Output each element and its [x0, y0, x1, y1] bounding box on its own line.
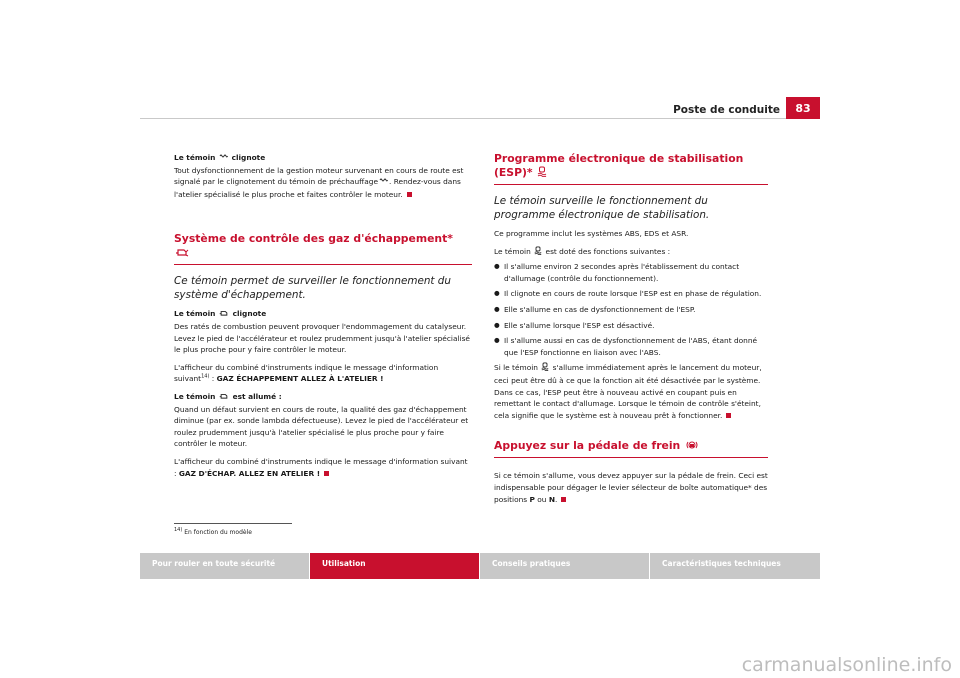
footnote-mark: 14): [174, 527, 183, 533]
lead-text: clignote: [231, 153, 266, 162]
lead-text: Le témoin: [174, 153, 216, 162]
gear-position: P: [529, 494, 535, 504]
heading-text: Appuyez sur la pédale de frein: [494, 439, 681, 453]
body-text: Quand un défaut survient en cours de route, la qualité des gaz d'échappement diminue (par ex. sonde lambda défectueuse). Levez le pied de l'accélérateur et roulez prudemment jusqu'à l'atelier spécialisé le plus proche pour y faire contrôler le moteur.: [174, 404, 469, 449]
exhaust-check-icon: [219, 392, 229, 404]
separator: :: [209, 374, 217, 384]
lead-text: clignote: [232, 309, 267, 319]
body-text: Si le témoin: [494, 363, 538, 373]
exhaust-check-icon: [219, 309, 229, 321]
footnote-text: En fonction du modèle: [184, 529, 252, 536]
body-text: Tout dysfonctionnement de la gestion moteur survenant en cours de route est signalé par le clignotement du témoin de préchauffage: [174, 165, 464, 187]
exhaust-section-heading: [174, 232, 472, 265]
tab-utilisation[interactable]: Utilisation: [310, 553, 479, 579]
list-item: ● Elle s'allume lorsque l'ESP est désactivé.: [494, 320, 768, 332]
body-text: L'afficheur du combiné d'instruments indique le message d'information suivant: [174, 362, 439, 384]
gear-position: N: [548, 494, 555, 504]
esp-icon: [537, 166, 547, 181]
tab-practical-tips[interactable]: Conseils pratiques: [480, 553, 649, 579]
body-text: . Rendez-vous dans l'atelier spécialisé le plus proche et faites contrôler le moteur.: [174, 177, 461, 199]
heading-text: Programme électronique de stabilisation (ESP)*: [494, 152, 744, 179]
esp-functions-intro: [494, 246, 768, 259]
page-header-title: Poste de conduite: [673, 104, 780, 116]
end-mark: [726, 413, 731, 418]
display-message: GAZ ÉCHAPPEMENT ALLEZ À L'ATELIER !: [216, 374, 384, 384]
body-text: Des ratés de combustion peuvent provoquer l'endommagement du catalyseur. Levez le pied de l'accélérateur et roulez prudemment jusqu'à l'atelier spécialisé le plus proche pour y faire contrôler le moteur.: [174, 321, 470, 355]
body-text: L'afficheur du combiné d'instruments indique le message d'information suivant :: [174, 456, 468, 478]
esp-section-heading: [494, 152, 768, 185]
exhaust-flash-lead: [174, 308, 472, 321]
exhaust-lit-lead: [174, 391, 472, 404]
body-text: Le témoin: [494, 246, 531, 256]
list-item: ● Il clignote en cours de route lorsque l'ESP est en phase de régulation.: [494, 288, 768, 300]
exhaust-message2-paragraph: [174, 456, 472, 479]
list-item: ● Elle s'allume en cas de dysfonctionnement de l'ESP.: [494, 304, 768, 316]
glow-plug-icon: [379, 177, 388, 189]
body-text: est doté des fonctions suivantes :: [545, 246, 671, 256]
body-text: .: [555, 494, 558, 504]
brake-paragraph: [494, 470, 768, 505]
list-item: ● Il s'allume aussi en cas de dysfonctionnement de l'ABS, étant donné que l'ESP fonctionne en liaison avec l'ABS.: [494, 335, 768, 358]
esp-subtitle: Le témoin surveille le fonctionnement du programme électronique de stabilisation.: [494, 195, 710, 221]
lead-text: Le témoin: [174, 309, 216, 319]
glow-plug-paragraph: [174, 152, 472, 200]
footnote-rule: [174, 523, 292, 524]
lead-text: est allumé :: [232, 391, 282, 401]
footnote: [174, 529, 252, 536]
body-text: s'allume immédiatement après le lancement du moteur, ceci peut être dû à ce que la fonction ait été désactivée par le système. Dans ce cas, l'ESP peut être à nouveau activé en coupant puis en remettant le contact d'allumage. Lorsque le témoin de contrôle s'éteint, cela signifie que le système est à nouveau prêt à fonctionner.: [494, 363, 762, 420]
end-mark: [407, 192, 412, 197]
body-text: Si ce témoin s'allume, vous devez appuyer sur la pédale de frein. Ceci est indispensable pour dégager le levier sélecteur de boîte automatique* des positions: [494, 471, 768, 504]
esp-icon: [534, 246, 542, 259]
exhaust-flash-paragraph: [174, 308, 472, 355]
body-text: ou: [534, 494, 549, 504]
tab-technical-specs[interactable]: Caractéristiques techniques: [650, 553, 820, 579]
left-column: [174, 152, 472, 485]
esp-icon: [541, 362, 549, 375]
brake-pedal-icon: [685, 440, 699, 454]
right-column: [494, 152, 768, 511]
esp-intro: Ce programme inclut les systèmes ABS, EDS et ASR.: [494, 229, 689, 238]
exhaust-check-icon: [175, 247, 189, 261]
exhaust-lit-paragraph: [174, 391, 472, 450]
exhaust-message-paragraph: [174, 362, 472, 385]
watermark: carmanualsonline.info: [741, 654, 952, 676]
glow-plug-icon: [219, 153, 228, 165]
header-rule: [140, 118, 820, 119]
glow-plug-lead: [174, 152, 472, 165]
esp-lit-paragraph: [494, 362, 768, 421]
footnote-ref: 14): [201, 373, 210, 380]
lead-text: Le témoin: [174, 391, 216, 401]
end-mark: [324, 471, 329, 476]
exhaust-subtitle: Ce témoin permet de surveiller le fonctionnement du système d'échappement.: [174, 275, 451, 302]
end-mark: [561, 497, 566, 502]
list-item: ● Il s'allume environ 2 secondes après l'établissement du contact d'allumage (contrôle du fonctionnement).: [494, 261, 768, 284]
brake-section-heading: [494, 439, 768, 458]
tab-safety[interactable]: Pour rouler en toute sécurité: [140, 553, 309, 579]
display-message: GAZ D'ÉCHAP. ALLEZ EN ATELIER !: [178, 468, 321, 478]
heading-text: Système de contrôle des gaz d'échappement*: [174, 232, 453, 246]
page-number-badge: 83: [786, 97, 820, 119]
